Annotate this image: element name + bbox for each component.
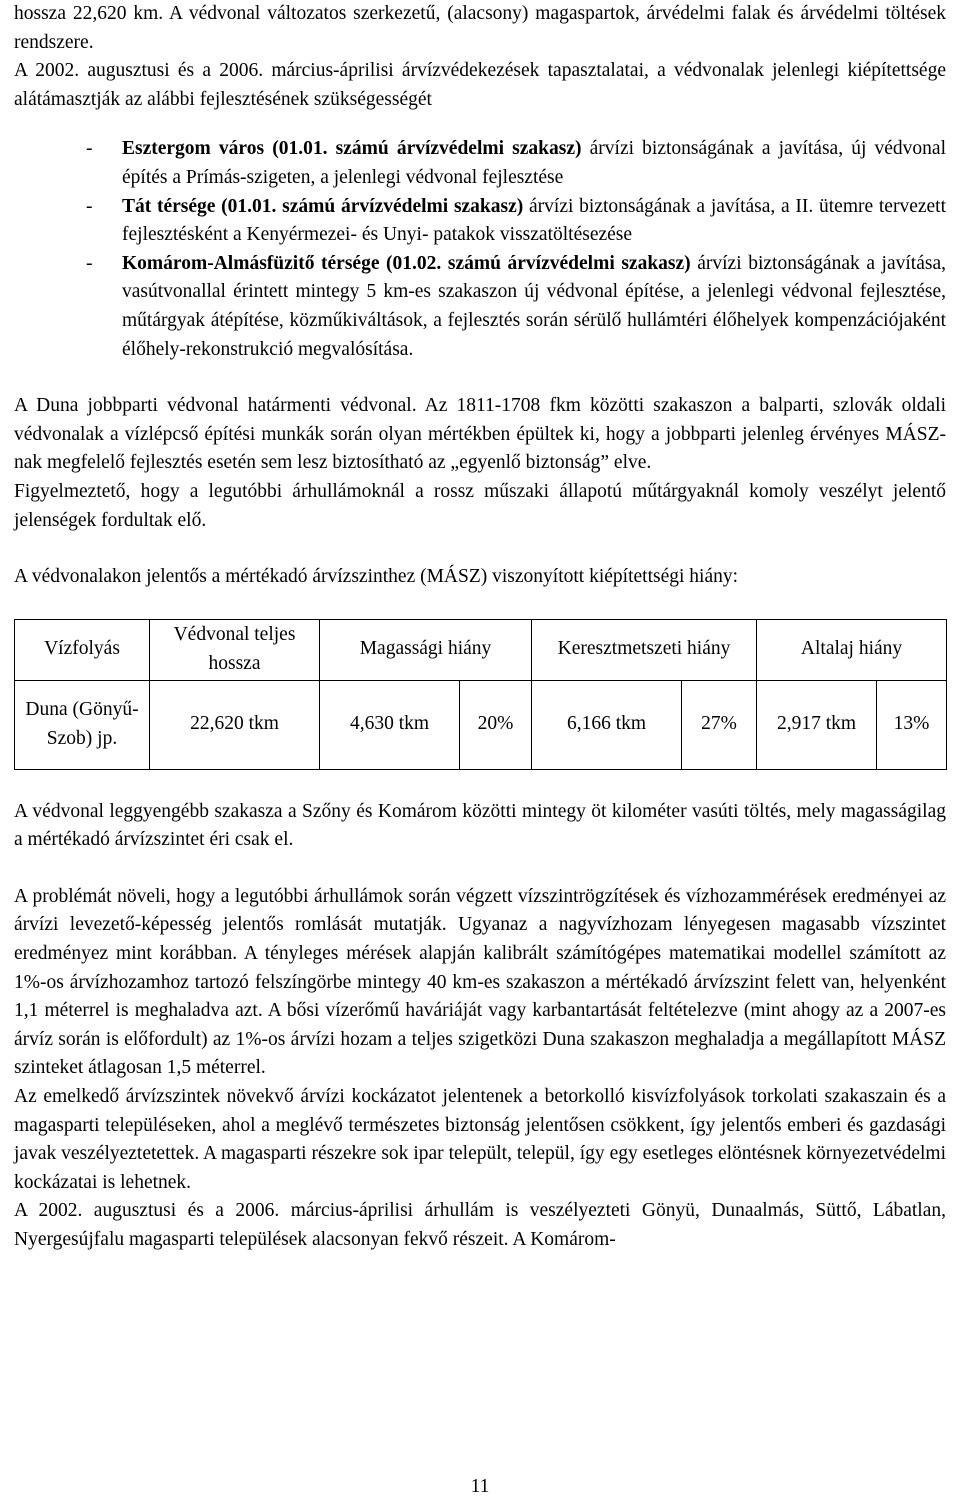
table-header-row	[15, 619, 947, 680]
list-item-text: árvízi biztonságának a javítása, új védvonal építés a Prímás-szigeten, a jelenlegi védvonal fejlesztése	[122, 138, 946, 188]
list-item-esztergom	[86, 135, 946, 192]
header-height-deficit: Magassági hiány	[320, 619, 532, 680]
risk-paragraph: Az emelkedő árvízszintek növekvő árvízi kockázatot jelentenek a betorkolló kisvízfolyások torkolati szakaszain és a magasparti településeken, ahol a meglévő természetes biztonság jelentősen csökkent, így jelentős emberi és gazdasági javak veszélyeztetettek. A magasparti részekre sok ipar települt, települ, így egy esetleges elöntésnek környezetvédelmi kockázatai is lehetnek.	[14, 1086, 946, 1193]
list-bullet: -	[86, 138, 93, 160]
intro-paragraph-2: A 2002. augusztusi és a 2006. március-áprilisi árvízvédekezések tapasztalatai, a védvonalak jelenlegi kiépítettsége alátámasztják az alábbi fejlesztésének szükségességét	[14, 60, 946, 110]
list-item-text: árvízi biztonságának a javítása, a II. ütemre tervezett fejlesztésként a Kenyérmezei- és Unyi- patakok visszatöltésezése	[122, 195, 946, 246]
table-row	[15, 680, 947, 769]
cell-cross-section-deficit-km: 6,166 tkm	[532, 680, 682, 769]
header-total-length: Védvonal teljes hossza	[150, 619, 320, 680]
list-item-heading: Tát térsége (01.01. számú árvízvédelmi szakasz)	[122, 195, 524, 217]
table-caption: A védvonalakon jelentős a mértékadó árvízszinthez (MÁSZ) viszonyított kiépítettségi hiány:	[14, 566, 739, 588]
weakest-section-paragraph: A védvonal leggyengébb szakasza a Szőny és Komárom közötti mintegy öt kilométer vasúti töltés, mely magasságilag a mértékadó árvízszintet éri csak el.	[14, 800, 946, 851]
document-page	[14, 0, 946, 1255]
cell-watercourse: Duna (Gönyű-Szob) jp.	[15, 680, 150, 769]
cell-subsoil-deficit-pct: 13%	[877, 680, 947, 769]
problem-paragraph: A problémát növeli, hogy a legutóbbi árhullámok során végzett vízszintrögzítések és vízhozammérések eredményei az árvízi levezető-képesség jelentős romlását mutatják. Ugyanaz a nagyvízhozam lényegesen magasabb vízszintet eredményez mint korábban. A tényleges mérések alapján kalibrált számítógépes matematikai modellel számított az 1%-os árvízhozamhoz tartozó felszíngörbe mintegy 40 km-es szakaszon a mértékadó árvízszint felett van, helyenként 1,1 méterrel is meghaladva azt. A bősi vízerőmű haváriáját vagy karbantartását feltételezve (mint ahogy az a 2007-es árvíz során is előfordult) az 1%-os árvízi hozam a teljes szigetközi Duna szakaszon meghaladja a megállapított MÁSZ szinteket átlagosan 1,5 méterrel.	[14, 885, 946, 1079]
cell-height-deficit-km: 4,630 tkm	[320, 680, 460, 769]
header-subsoil-deficit: Altalaj hiány	[757, 619, 947, 680]
list-item-heading: Komárom-Almásfüzitő térsége (01.02. számú árvízvédelmi szakasz)	[122, 252, 691, 274]
cell-height-deficit-pct: 20%	[460, 680, 532, 769]
development-list	[14, 135, 946, 364]
list-bullet: -	[86, 195, 93, 217]
cell-total-length: 22,620 tkm	[150, 680, 320, 769]
border-paragraph: A Duna jobbparti védvonal határmenti védvonal. Az 1811-1708 fkm közötti szakaszon a balparti, szlovák oldali védvonalak a vízlépcső építési munkák során olyan mértékben épültek ki, hogy a jobbparti jelenleg érvényes MÁSZ-nak megfelelő fejlesztés esetén sem lesz biztosítható az „egyenlő biztonság” elve.	[14, 395, 946, 474]
header-watercourse: Vízfolyás	[15, 619, 150, 680]
page-number: 11	[470, 1476, 490, 1497]
final-paragraph: A 2002. augusztusi és a 2006. március-áprilisi árhullám is veszélyezteti Gönyü, Dunaalmás, Süttő, Lábatlan, Nyergesújfalu magasparti települések alacsonyan fekvő részeit. A Komárom-	[14, 1200, 946, 1250]
intro-paragraph-1: hossza 22,620 km. A védvonal változatos szerkezetű, (alacsony) magaspartok, árvédelmi falak és árvédelmi töltések rendszere.	[14, 3, 946, 53]
list-item-komarom	[86, 250, 946, 364]
list-item-heading: Esztergom város (01.01. számú árvízvédelmi szakasz)	[122, 138, 582, 160]
header-cross-section-deficit: Keresztmetszeti hiány	[532, 619, 757, 680]
cell-subsoil-deficit-km: 2,917 tkm	[757, 680, 877, 769]
warning-paragraph: Figyelmeztető, hogy a legutóbbi árhullámoknál a rossz műszaki állapotú műtárgyaknál komoly veszélyt jelentő jelenségek fordultak elő.	[14, 480, 946, 531]
list-item-tat	[86, 193, 946, 250]
cell-cross-section-deficit-pct: 27%	[682, 680, 757, 769]
list-item-text: árvízi biztonságának a javítása, vasútvonallal érintett mintegy 5 km-es szakaszon új védvonal építése, a jelenlegi védvonal fejlesztése, műtárgyak átépítése, közműkiváltások, a fejlesztés során sérülő hullámtéri élőhelyek kompenzációjaként élőhely-rekonstrukció megvalósítása.	[122, 252, 946, 360]
deficit-table	[14, 619, 947, 770]
list-bullet: -	[86, 252, 93, 274]
